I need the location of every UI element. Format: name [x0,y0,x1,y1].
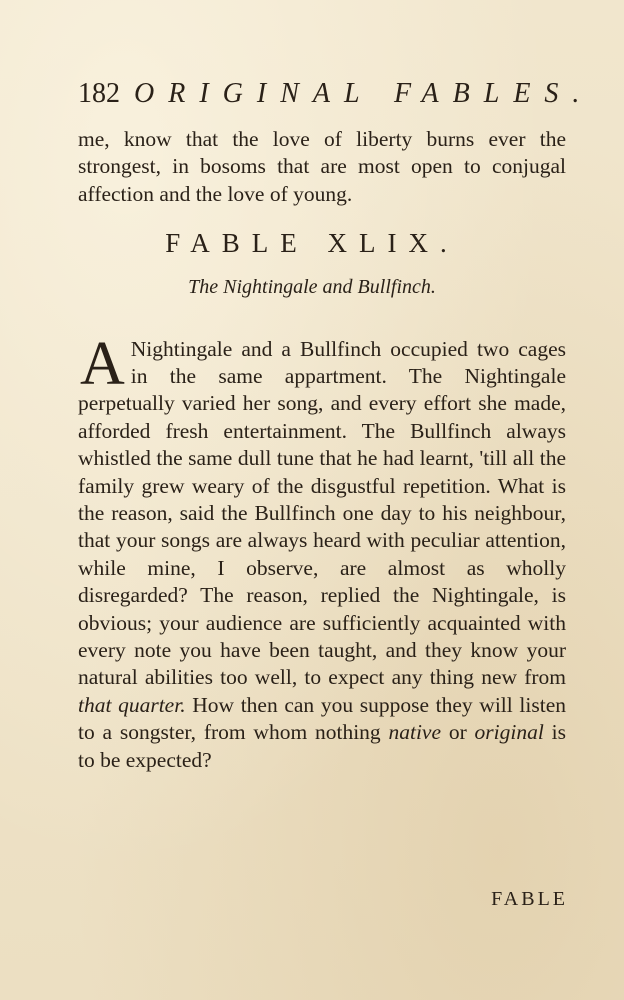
fable-text-part: How then can you suppose they will listen to a songster, from whom nothing [78,692,566,745]
emphasis-original: original [474,720,544,745]
catchword: FABLE [491,888,568,910]
emphasis-that-quarter: that quarter. [78,692,186,717]
fable-text-part: Nightingale and a Bullfinch occupied two cages in the same appartment. The Nightingale perpetually varied her song, and every effort she made, afforded fresh entertainment. The Bullfinch always whistled the same dull tune that he had learnt, 'till all the family grew weary of the disgustful repetition. What is the reason, said the Bullfinch one day to his neighbour, that your songs are always heard with peculiar attention, while mine, I observe, are almost as wholly disregarded? The reason, replied the Nightingale, is obvious; your audience are sufficiently acquainted with every note you have been taught, and they know your natural abilities too well, to expect any thing new from [78,336,566,690]
fable-text [78,314,566,796]
page-number: 182 [78,78,120,109]
fable-text-part: is to be expected? [78,720,566,772]
emphasis-native: native [388,720,442,745]
fable-subtitle: The Nightingale and Bullfinch. [188,276,436,298]
running-title: ORIGINAL FABLES. [134,78,594,109]
carryover-text: me, know that the love of liberty burns ever the strongest, in bosoms that are most open to conjugal affection and the love of young. [78,127,566,206]
carryover-paragraph [78,126,566,208]
fable-text-part: or [441,720,475,745]
fable-title: FABLE XLIX. [165,228,459,258]
running-head [78,78,594,110]
drop-cap: A [80,329,125,398]
